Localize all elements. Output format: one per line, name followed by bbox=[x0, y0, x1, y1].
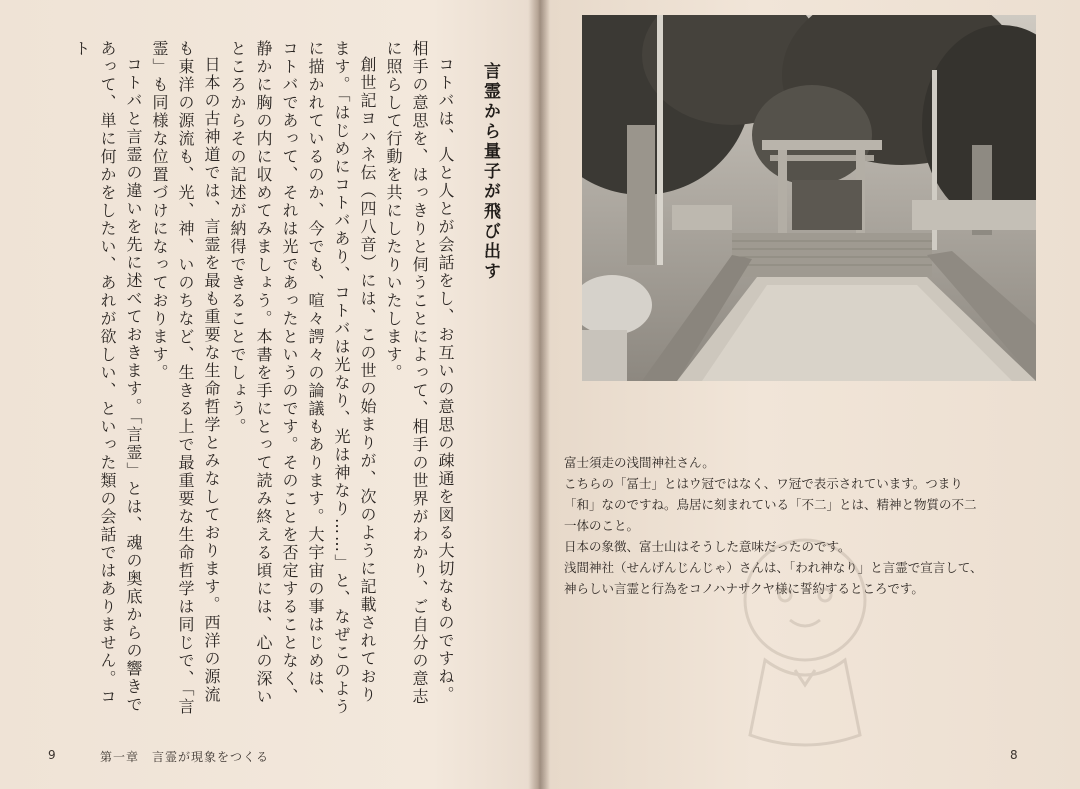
paragraph-3: 日本の古神道では、言霊を最も重要な生命哲学とみなしております。西洋の源流も東洋の源流も、光、神、いのちなど、生きる上で最重要な生命哲学は同じで、「言霊」も同様な位置づけになっております。 bbox=[150, 40, 221, 716]
paragraph-2: 創世記ヨハネ伝（四八音）には、この世の始まりが、次のように記載されております。「はじめにコトバあり、コトバは光なり、光は神なり……」と、なぜこのように描かれているのか、今でも、喧々諤々の論議もあります。大宇宙の事はじめは、コトバであって、それは光であったというのです。そのことを否定することなく、静かに胸の内に収めてみましょう。本書を手にとって読み終える頃には、心の深いところからその記述が納得できることでしょう。 bbox=[228, 40, 377, 716]
page-number-left: 9 bbox=[48, 748, 56, 762]
caption-line: 浅間神社（せんげんじんじゃ）さんは、「われ神なり」と言霊で宣言して、 bbox=[564, 560, 983, 575]
shrine-photo bbox=[582, 15, 1036, 381]
caption-line: 富士須走の浅間神社さん。 bbox=[564, 455, 715, 470]
caption-line: 「和」なのですね。鳥居に刻まれている「不二」とは、精神と物質の不二 bbox=[564, 497, 977, 512]
paragraph-4: コトバと言霊の違いを先に述べておきます。「言霊」とは、魂の奥底からの響きであって、単に何かをしたい、あれが欲しい、といった類の会話ではありません。コト bbox=[72, 40, 143, 714]
right-page bbox=[540, 0, 1080, 789]
caption-line: 一体のこと。 bbox=[564, 518, 640, 533]
body-text bbox=[40, 40, 458, 720]
caption-line: 日本の象徴、富士山はそうした意味だったのです。 bbox=[564, 539, 851, 554]
caption-line: こちらの「冨士」とはウ冠ではなく、ワ冠で表示されています。つまり bbox=[564, 476, 963, 491]
section-title: 言霊から量子が飛び出す bbox=[480, 62, 500, 282]
page-number-right: 8 bbox=[1010, 748, 1018, 762]
left-page bbox=[0, 0, 536, 789]
paragraph-1: コトバは、人と人とが会話をし、お互いの意思の疎通を図る大切なものですね。相手の意思を、はっきりと伺うことによって、相手の世界がわかり、ご自分の意志に照らして行動を共にしたりいたします。 bbox=[384, 40, 455, 706]
running-head: 第一章 言霊が現象をつくる bbox=[100, 750, 270, 764]
caption-line: 神らしい言霊と行為をコノハナサクヤ様に誓約するところです。 bbox=[564, 581, 924, 596]
character-watermark-illustration bbox=[710, 520, 900, 760]
